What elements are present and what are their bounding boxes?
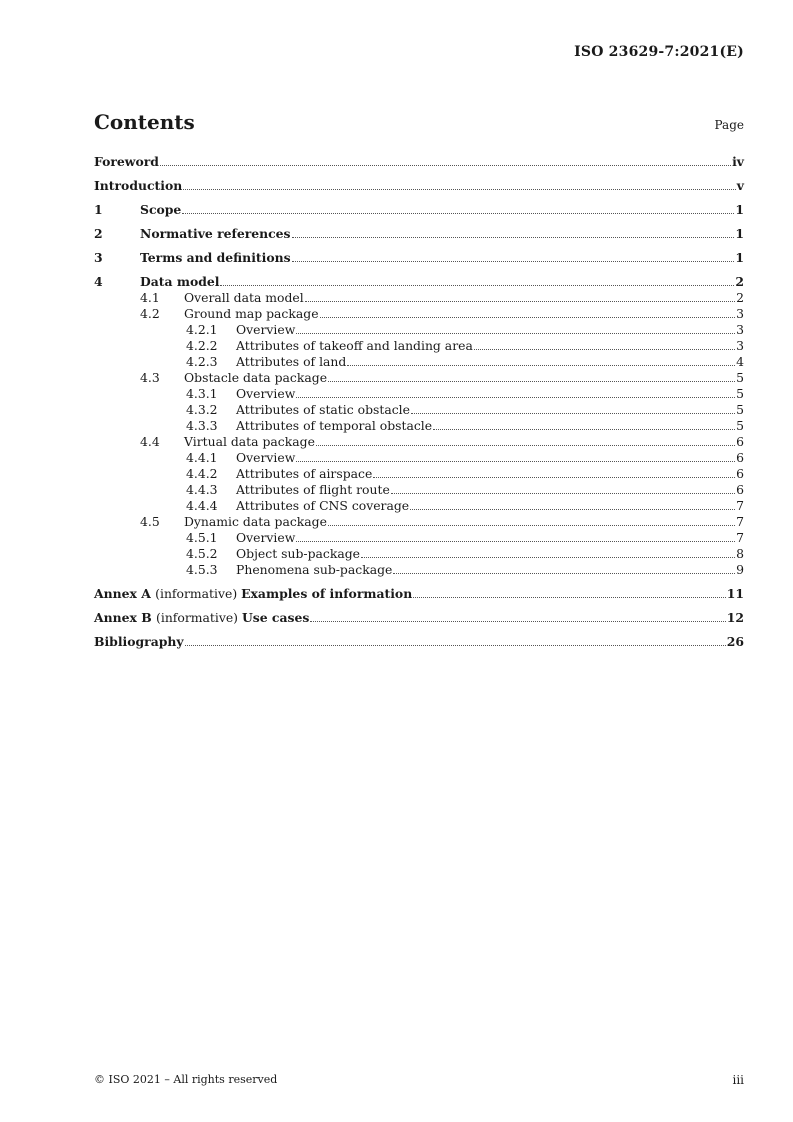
toc-entry-page: 2 [736,290,744,305]
toc-entry-page: 6 [736,466,744,481]
toc-entry-label: Attributes of temporal obstacle [236,418,433,433]
copyright-notice: © ISO 2021 – All rights reserved [94,1073,278,1086]
toc-entry-number: 1 [94,202,103,217]
toc-entry-title [184,514,327,530]
toc-entry-number: 4.4 [140,434,160,449]
toc-entry-number: 4.4.4 [186,498,218,513]
dot-leader [292,261,735,262]
toc-entry-title [184,370,327,386]
toc-entry-number: 4.3.1 [186,386,218,401]
dot-leader [361,557,735,558]
toc-entry-title [184,290,304,306]
toc-annex-type: (informative) [155,586,242,601]
document-id: ISO 23629-7:2021(E) [574,44,744,60]
toc-entry[interactable] [94,154,744,170]
toc-entry[interactable] [94,290,744,306]
toc-entry-number: 4.5 [140,514,160,529]
table-of-contents [94,154,744,650]
dot-leader [305,301,735,302]
toc-entry-number: 4.3.2 [186,402,218,417]
toc-entry-title [236,530,295,546]
toc-entry-number: 4.5.1 [186,530,218,545]
toc-entry-page: 6 [736,482,744,497]
toc-entry-page: 12 [726,610,744,625]
toc-entry-title [236,402,410,418]
dot-leader [185,645,726,646]
dot-leader [328,381,735,382]
toc-entry-title [140,250,291,266]
toc-entry-page: 2 [735,274,744,289]
dot-leader [296,397,735,398]
toc-entry[interactable] [94,370,744,386]
toc-entry-title [236,354,346,370]
toc-entry-page: 5 [736,418,744,433]
toc-entry[interactable] [94,418,744,434]
toc-entry[interactable] [94,402,744,418]
toc-entry-label: Overview [236,450,296,465]
toc-entry-label: Overview [236,386,296,401]
toc-entry-label: Foreword [94,154,159,169]
toc-entry[interactable] [94,274,744,290]
dot-leader [474,349,735,350]
toc-entry-title [236,386,295,402]
toc-entry-number: 4.5.2 [186,546,218,561]
toc-entry-title [140,274,219,290]
dot-leader [310,621,725,622]
dot-leader [413,597,726,598]
toc-entry-label: Obstacle data package [184,370,328,385]
toc-entry-page: 4 [736,354,744,369]
toc-entry-number: 4.4.1 [186,450,218,465]
toc-entry-page: 7 [736,530,744,545]
toc-entry-label: Examples of information [241,586,413,601]
toc-entry-page: 1 [735,250,744,265]
toc-entry[interactable] [94,562,744,578]
dot-leader [296,461,735,462]
toc-entry-title [140,202,181,218]
toc-entry-title [140,226,291,242]
dot-leader [393,573,735,574]
toc-entry-number: 4.2.1 [186,322,218,337]
toc-entry-page: 5 [736,402,744,417]
toc-entry-label: Attributes of takeoff and landing area [236,338,473,353]
toc-entry[interactable] [94,226,744,242]
toc-entry[interactable] [94,202,744,218]
toc-entry-label: Attributes of land [236,354,347,369]
toc-entry-label: Attributes of static obstacle [236,402,410,417]
toc-entry-number: 3 [94,250,103,265]
toc-entry-label: Bibliography [94,634,184,649]
dot-leader [433,429,735,430]
toc-entry-label: Object sub-package [236,546,360,561]
toc-entry-number: 4.4.2 [186,466,218,481]
toc-entry[interactable] [94,306,744,322]
toc-entry-page: 8 [736,546,744,561]
toc-entry[interactable] [94,586,744,602]
toc-entry-number: 4.2.2 [186,338,218,353]
toc-entry[interactable] [94,434,744,450]
toc-entry[interactable] [94,634,744,650]
toc-entry-title [184,306,319,322]
toc-entry-label: Attributes of flight route [236,482,390,497]
dot-leader [292,237,735,238]
toc-entry-title [94,610,309,626]
toc-entry-title [236,482,390,498]
toc-entry-page: 1 [735,202,744,217]
toc-entry-label: Use cases [241,610,310,625]
toc-entry-title [236,322,295,338]
toc-entry-page: v [736,178,744,193]
toc-entry-title [184,434,315,450]
toc-entry[interactable] [94,354,744,370]
toc-entry[interactable] [94,322,744,338]
dot-leader [320,317,736,318]
toc-annex-type: (informative) [156,610,242,625]
toc-entry-page: 7 [736,514,744,529]
toc-entry-label: Attributes of airspace [236,466,373,481]
toc-entry-title [236,418,432,434]
toc-entry-title [236,450,295,466]
toc-entry-number: 4.3 [140,370,160,385]
toc-entry-title [236,466,372,482]
toc-entry[interactable] [94,514,744,530]
toc-entry[interactable] [94,450,744,466]
toc-entry-title [236,546,360,562]
toc-entry-number: 4.1 [140,290,160,305]
dot-leader [328,525,735,526]
toc-entry[interactable] [94,466,744,482]
toc-entry-page: iv [732,154,744,169]
toc-entry-page: 26 [726,634,744,649]
toc-entry[interactable] [94,546,744,562]
dot-leader [183,189,736,190]
toc-entry-title [236,562,392,578]
dot-leader [160,165,731,166]
toc-entry-label: Phenomena sub-package [236,562,393,577]
toc-entry-title [94,634,184,650]
toc-entry-page: 1 [735,226,744,241]
toc-annex-label: Annex A [94,586,156,601]
toc-entry-page: 5 [736,370,744,385]
toc-entry-number: 4.3.3 [186,418,218,433]
toc-entry-number: 4.4.3 [186,482,218,497]
toc-entry-label: Ground map package [184,306,319,321]
toc-annex-label: Annex B [94,610,157,625]
toc-entry-label: Introduction [94,178,183,193]
toc-entry[interactable] [94,178,744,194]
toc-entry-title [94,178,182,194]
dot-leader [373,477,735,478]
toc-entry-label: Virtual data package [184,434,315,449]
toc-entry-label: Overview [236,530,296,545]
toc-entry-title [236,338,473,354]
toc-entry-page: 3 [736,322,744,337]
toc-entry[interactable] [94,610,744,626]
toc-entry[interactable] [94,498,744,514]
page-number: iii [732,1073,744,1087]
toc-entry-label: Dynamic data package [184,514,327,529]
dot-leader [182,213,734,214]
toc-entry[interactable] [94,530,744,546]
toc-entry-label: Scope [140,202,182,217]
toc-entry[interactable] [94,338,744,354]
dot-leader [410,509,735,510]
toc-entry-title [94,586,412,602]
toc-entry-page: 3 [736,306,744,321]
toc-entry[interactable] [94,386,744,402]
toc-entry[interactable] [94,482,744,498]
toc-entry-label: Overview [236,322,296,337]
dot-leader [411,413,735,414]
toc-entry-number: 4.5.3 [186,562,218,577]
toc-entry-number: 4.2.3 [186,354,218,369]
dot-leader [296,541,735,542]
toc-entry-title [236,498,409,514]
dot-leader [220,285,734,286]
toc-entry-page: 11 [726,586,744,601]
toc-entry-page: 6 [736,450,744,465]
toc-entry-label: Overall data model [184,290,304,305]
toc-entry[interactable] [94,250,744,266]
toc-entry-page: 3 [736,338,744,353]
toc-entry-number: 4 [94,274,103,289]
dot-leader [391,493,735,494]
toc-entry-page: 6 [736,434,744,449]
dot-leader [316,445,735,446]
page-column-label: Page [714,118,744,132]
page-title: Contents [94,110,195,134]
toc-entry-label: Normative references [140,226,291,241]
toc-entry-page: 7 [736,498,744,513]
toc-entry-label: Terms and definitions [140,250,291,265]
toc-entry-number: 4.2 [140,306,160,321]
dot-leader [347,365,735,366]
toc-entry-label: Attributes of CNS coverage [236,498,410,513]
toc-entry-label: Data model [140,274,220,289]
dot-leader [296,333,735,334]
toc-entry-number: 2 [94,226,103,241]
toc-entry-title [94,154,159,170]
toc-entry-page: 5 [736,386,744,401]
toc-entry-page: 9 [736,562,744,577]
